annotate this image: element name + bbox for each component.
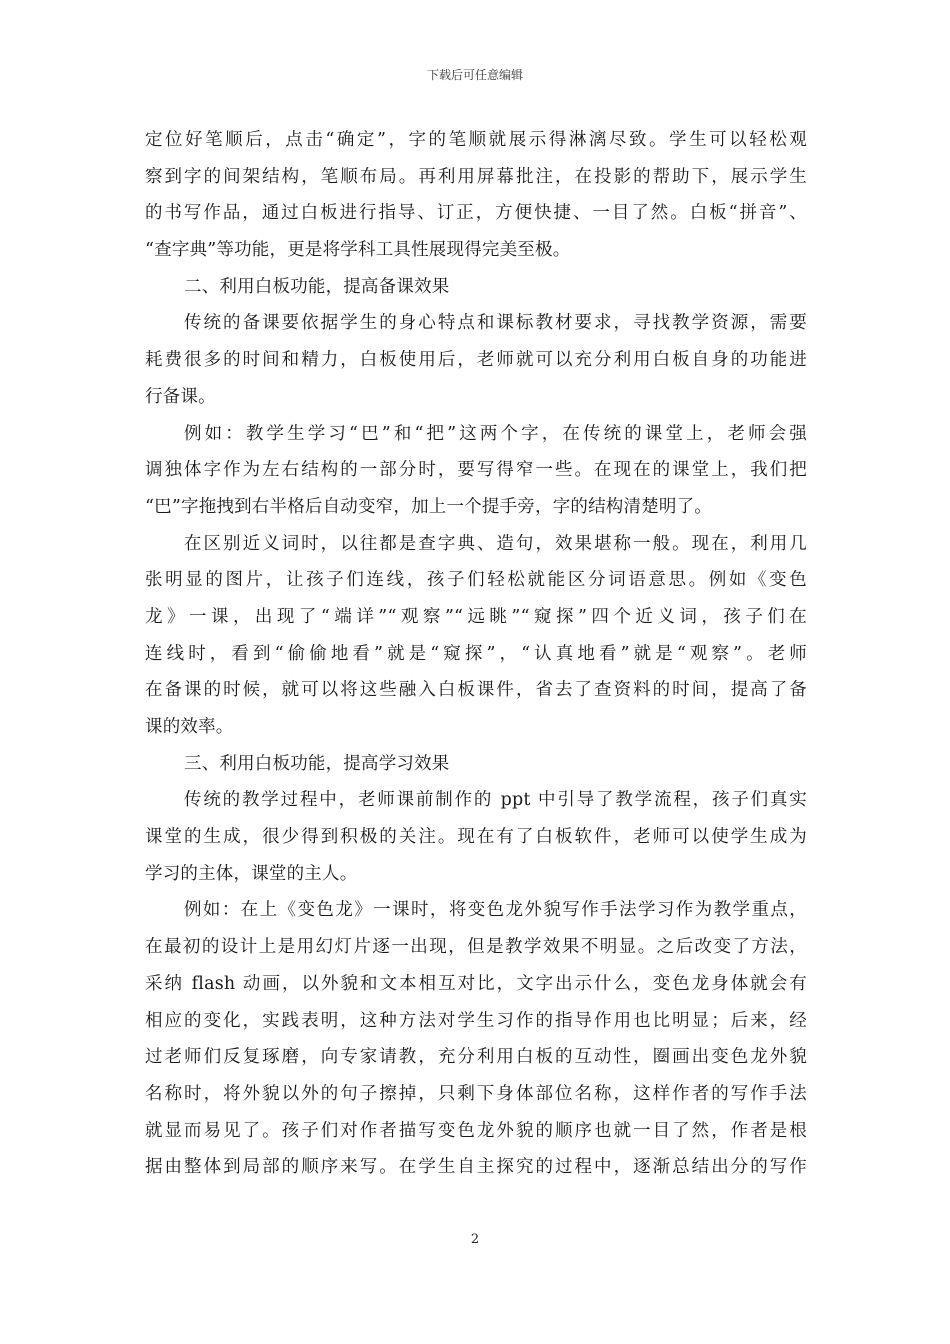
text-line: 三、利用白板功能，提高学习效果	[184, 753, 450, 774]
text-line: 传统的教学过程中，老师课前制作的 ppt 中引导了教学流程，孩子们真实	[184, 790, 807, 811]
text-line: 例如：在上《变色龙》一课时，将变色龙外貌写作手法学习作为教学重点，	[184, 900, 807, 921]
text-line: 连线时，看到“偷偷地看”就是“窥探”，“认真地看”就是“观察”。老师	[145, 643, 807, 664]
text-line: 过老师们反复琢磨，向专家请教，充分利用白板的互动性，圈画出变色龙外貌	[145, 1047, 807, 1068]
text-line: 张明显的图片，让孩子们连线，孩子们轻松就能区分词语意思。例如《变色	[145, 570, 807, 591]
text-line: 采纳 flash 动画，以外貌和文本相互对比，文字出示什么，变色龙身体就会有	[145, 973, 807, 994]
text-line: 课堂的生成，很少得到积极的关注。现在有了白板软件，老师可以使学生成为	[145, 827, 807, 848]
text-line: 察到字的间架结构，笔顺布局。再利用屏幕批注，在投影的帮助下，展示学生	[145, 166, 807, 187]
text-line: “查字典”等功能，更是将学科工具性展现得完美至极。	[145, 240, 571, 261]
text-line: 学习的主体，课堂的主人。	[145, 863, 358, 884]
text-line: 调独体字作为左右结构的一部分时，要写得窄一些。在现在的课堂上，我们把	[145, 460, 807, 481]
text-line: 龙》一课，出现了“端详”“观察”“远眺”“窥探”四个近义词，孩子们在	[145, 606, 807, 627]
text-line: 相应的变化，实践表明，这种方法对学生习作的指导作用也比明显；后来，经	[145, 1010, 807, 1031]
text-line: 名称时，将外貌以外的句子擦掉，只剩下身体部位名称，这样作者的写作手法	[145, 1083, 807, 1104]
text-line: “巴”字拖拽到右半格后自动变窄，加上一个提手旁，字的结构清楚明了。	[145, 496, 712, 517]
text-line: 在区别近义词时，以往都是查字典、造句，效果堪称一般。现在，利用几	[184, 533, 807, 554]
text-line: 定位好笔顺后，点击“确定”，字的笔顺就展示得淋漓尽致。学生可以轻松观	[145, 130, 807, 150]
page-header: 下载后可任意编辑	[426, 68, 523, 82]
text-line: 在最初的设计上是用幻灯片逐一出现，但是教学效果不明显。之后改变了方法，	[145, 937, 807, 958]
text-line: 据由整体到局部的顺序来写。在学生自主探究的过程中，逐渐总结出分的写作	[145, 1157, 807, 1178]
text-line: 传统的备课要依据学生的身心特点和课标教材要求，寻找教学资源，需要	[184, 313, 807, 334]
text-line: 就显而易见了。孩子们对作者描写变色龙外貌的顺序也就一目了然，作者是根	[145, 1120, 807, 1141]
text-line: 二、利用白板功能，提高备课效果	[184, 276, 450, 297]
page-number: 2	[470, 1232, 480, 1247]
text-line: 的书写作品，通过白板进行指导、订正，方便快捷、一目了然。白板“拼音”、	[145, 203, 807, 224]
text-line: 课的效率。	[145, 717, 234, 737]
text-line: 行备课。	[145, 386, 216, 407]
text-line: 例如：教学生学习“巴”和“把”这两个字，在传统的课堂上，老师会强	[184, 423, 807, 444]
text-line: 在备课的时候，就可以将这些融入白板课件，省去了查资料的时间，提高了备	[145, 680, 807, 701]
text-line: 耗费很多的时间和精力，白板使用后，老师就可以充分利用白板自身的功能进	[145, 350, 807, 371]
document-body	[145, 122, 807, 1186]
